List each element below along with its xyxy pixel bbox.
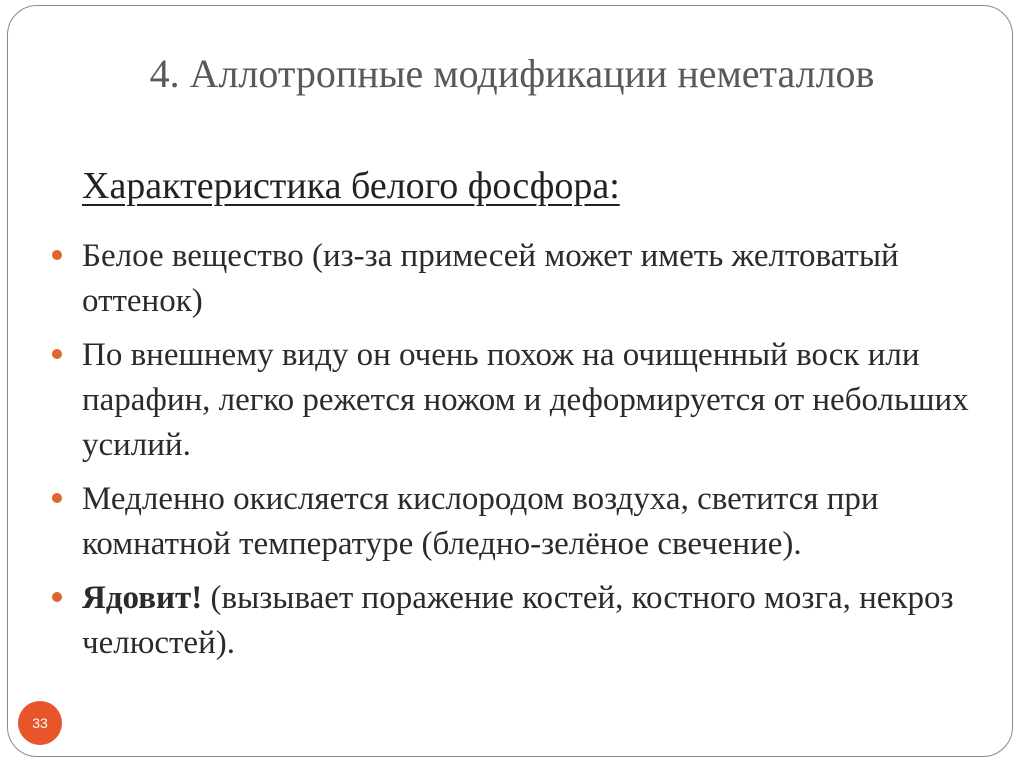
bullet-text: Белое вещество (из-за примесей может иметь желтоватый оттенок) [82, 238, 899, 319]
bullet-text: По внешнему виду он очень похож на очищенный воск или парафин, легко режется ножом и деформируется от небольших усилий. [82, 337, 969, 463]
slide-title: 4. Аллотропные модификации неметаллов [149, 51, 875, 96]
bullet-lead: Ядовит! [82, 580, 203, 616]
bullet-text: (вызывает поражение костей, костного мозга, некроз челюстей). [82, 580, 954, 661]
bullet-item [46, 234, 986, 324]
bullet-dot-icon [52, 592, 62, 602]
bullet-list [46, 234, 986, 675]
bullet-dot-icon [52, 250, 62, 260]
page-number-badge: 33 [18, 701, 62, 745]
bullet-text: Медленно окисляется кислородом воздуха, светится при комнатной температуре (бледно-зелёное свечение). [82, 481, 879, 562]
bullet-item [46, 477, 986, 567]
bullet-item [46, 576, 986, 666]
slide-subtitle: Характеристика белого фосфора: [82, 165, 620, 207]
bullet-dot-icon [52, 349, 62, 359]
bullet-item [46, 333, 986, 468]
bullet-dot-icon [52, 493, 62, 503]
